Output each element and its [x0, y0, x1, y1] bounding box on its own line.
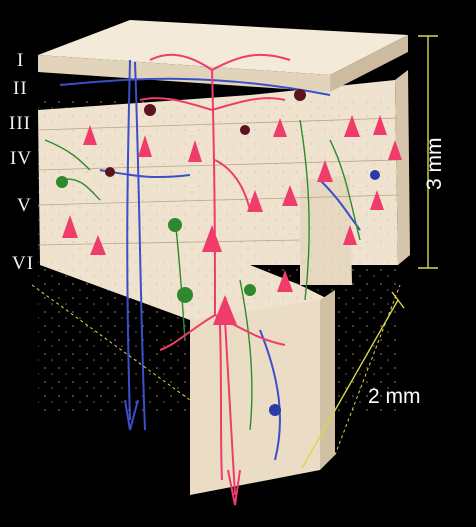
blue-neuron-icon — [370, 170, 380, 180]
layer-label-v: V — [17, 195, 32, 216]
dark-neuron-icon — [240, 125, 250, 135]
stellate-cell-icon — [56, 176, 68, 188]
layer-label-i: I — [17, 50, 25, 71]
layer-label-iii: III — [9, 113, 31, 134]
height-dimension-label: 3 mm — [423, 137, 446, 190]
layer-label-iv: IV — [10, 148, 33, 169]
dark-neuron-icon — [144, 104, 156, 116]
blue-neuron-icon — [269, 404, 281, 416]
stellate-cell-icon — [168, 218, 182, 232]
layer-label-ii: II — [13, 78, 28, 99]
lower-column-side — [320, 290, 335, 470]
stellate-cell-icon — [177, 287, 193, 303]
layer-label-vi: VI — [12, 253, 35, 274]
dark-neuron-icon — [105, 167, 115, 177]
lower-column-front — [190, 300, 320, 495]
stellate-cell-icon — [244, 284, 256, 296]
dark-neuron-icon — [294, 89, 306, 101]
depth-dimension-label: 2 mm — [368, 385, 421, 408]
